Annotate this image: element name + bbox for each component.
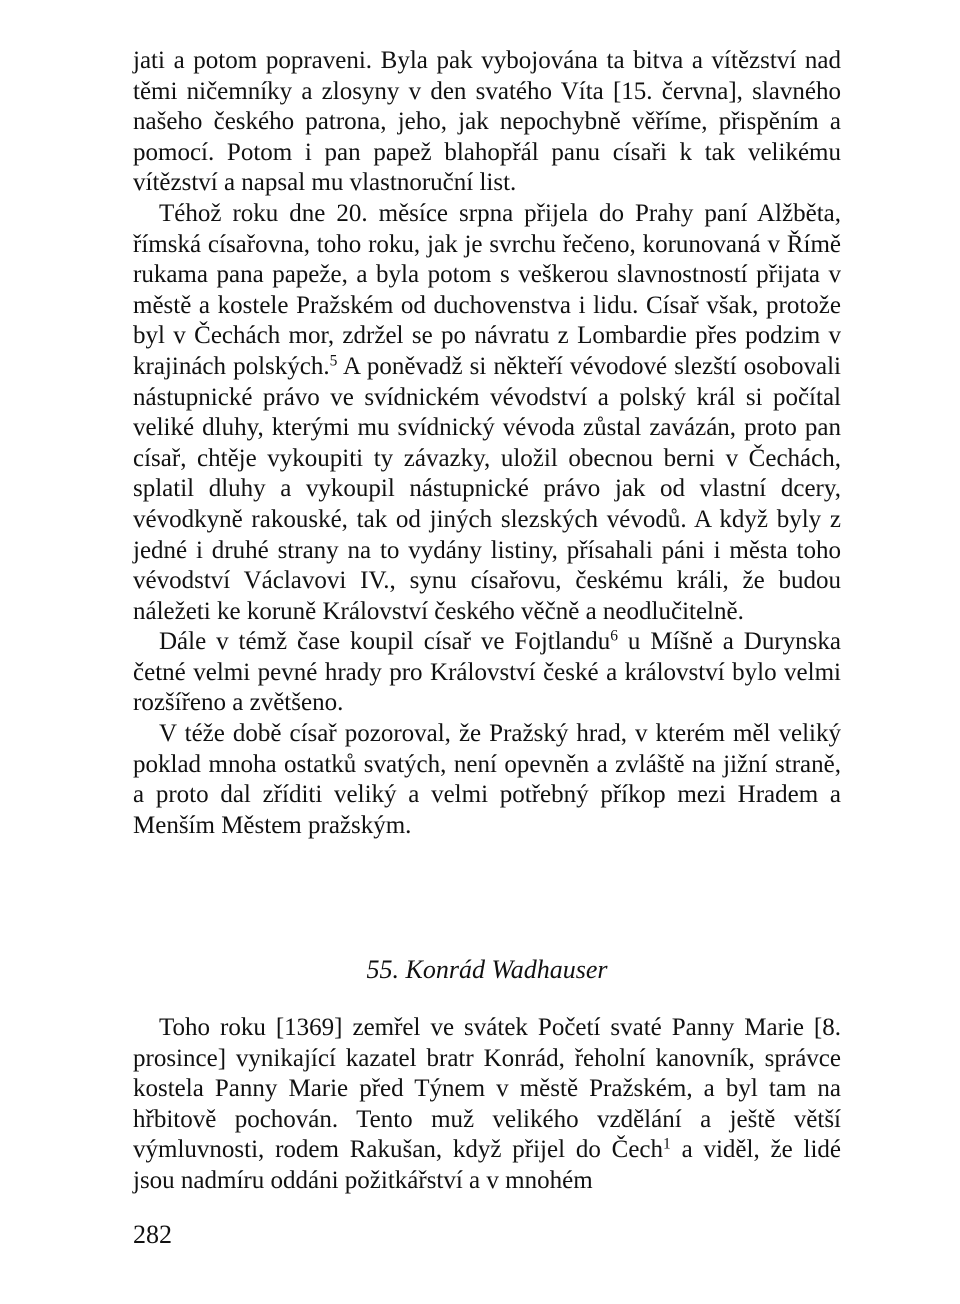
paragraph-text: A poněvadž si někteří vévodové slezští osobovali nástupnické právo ve svídnickém vévodství a polský král si počítal veliké dluhy, kterými mu svídnický vévoda zůstal zavázán, proto pan císař, chtěje vykoupiti ty závazky, uložil obecnou berni v Čechách, splatil dluhy a vykoupil nástupnické právo jak od vlastní dcery, vévodkyně rakouské, tak od jiných slezských vévodů. A když byly z jedné i druhé strany na to vydány listiny, přísahali páni i města toho vévodství Václavovi IV., synu císařovu, českému králi, že budou náležeti ke koruně Království českého věčně a neodlučitelně. bbox=[133, 352, 841, 625]
main-text-block bbox=[133, 46, 841, 841]
section-title: Konrád Wadhauser bbox=[405, 955, 608, 984]
footnote-marker[interactable]: 5 bbox=[329, 352, 338, 370]
page-number: 282 bbox=[133, 1220, 172, 1249]
paragraph-elizabeth bbox=[133, 199, 841, 627]
footnote-marker[interactable]: 6 bbox=[610, 627, 619, 645]
footnote-marker[interactable]: 1 bbox=[663, 1135, 671, 1153]
section-heading bbox=[133, 954, 841, 986]
paragraph-prague-castle: V téže době císař pozoroval, že Pražský hrad, v kterém měl veliký poklad mnoha ostatků svatých, není opevněn a zvláště na jižní straně, a proto dal zříditi veliký a velmi potřebný příkop mezi Hradem a Menším Městem pražským. bbox=[133, 720, 841, 839]
section-number: 55. bbox=[366, 955, 399, 984]
paragraph-text: Téhož roku dne 20. měsíce srpna přijela do Prahy paní Alžběta, římská císařovna, toho roku, jak je svrchu řečeno, korunovaná v Římě rukama pana papeže, a byla potom s veškerou slavnostností přijata v městě a kostele Pražském od duchovenstva i lidu. Císař však, protože byl v Čechách mor, zdržel se po návratu z Lombardie přes podzim v krajinách polských. bbox=[133, 199, 841, 380]
paragraph-text: a viděl, že lidé jsou nadmíru oddáni požitkářství a v mnohém bbox=[133, 1136, 842, 1194]
section-text-block bbox=[133, 1013, 841, 1197]
paragraph-text: Dále v témž čase koupil císař ve Fojtlandu bbox=[159, 628, 611, 656]
paragraph-text: u Míšně a Durynska četné velmi pevné hrady pro Království české a království bylo velmi rozšířeno a zvětšeno. bbox=[133, 628, 841, 717]
paragraph-fojtland bbox=[133, 627, 841, 719]
paragraph-text: Toho roku [1369] zemřel ve svátek Početí svaté Panny Marie [8. prosince] vynikající kazatel bratr Konrád, řeholní kanovník, správce kostela Panny Marie před Týnem v městě Pražském, a byl tam na hřbitově pochován. Tento muž velikého vzdělání a ještě větší výmluvnosti, rodem Rakušan, když přijel do Čech bbox=[133, 1014, 841, 1164]
paragraph-konrad bbox=[133, 1013, 841, 1197]
paragraph-continuation: jati a potom popraveni. Byla pak vybojována ta bitva a vítězství nad těmi ničemníky a zlosyny v den svatého Víta [15. června], slavného našeho českého patrona, jeho, jak nepochybně věříme, přispěním a pomocí. Potom i pan papež blahopřál panu císaři k tak velikému vítězství a napsal mu vlastnoruční list. bbox=[133, 47, 841, 197]
